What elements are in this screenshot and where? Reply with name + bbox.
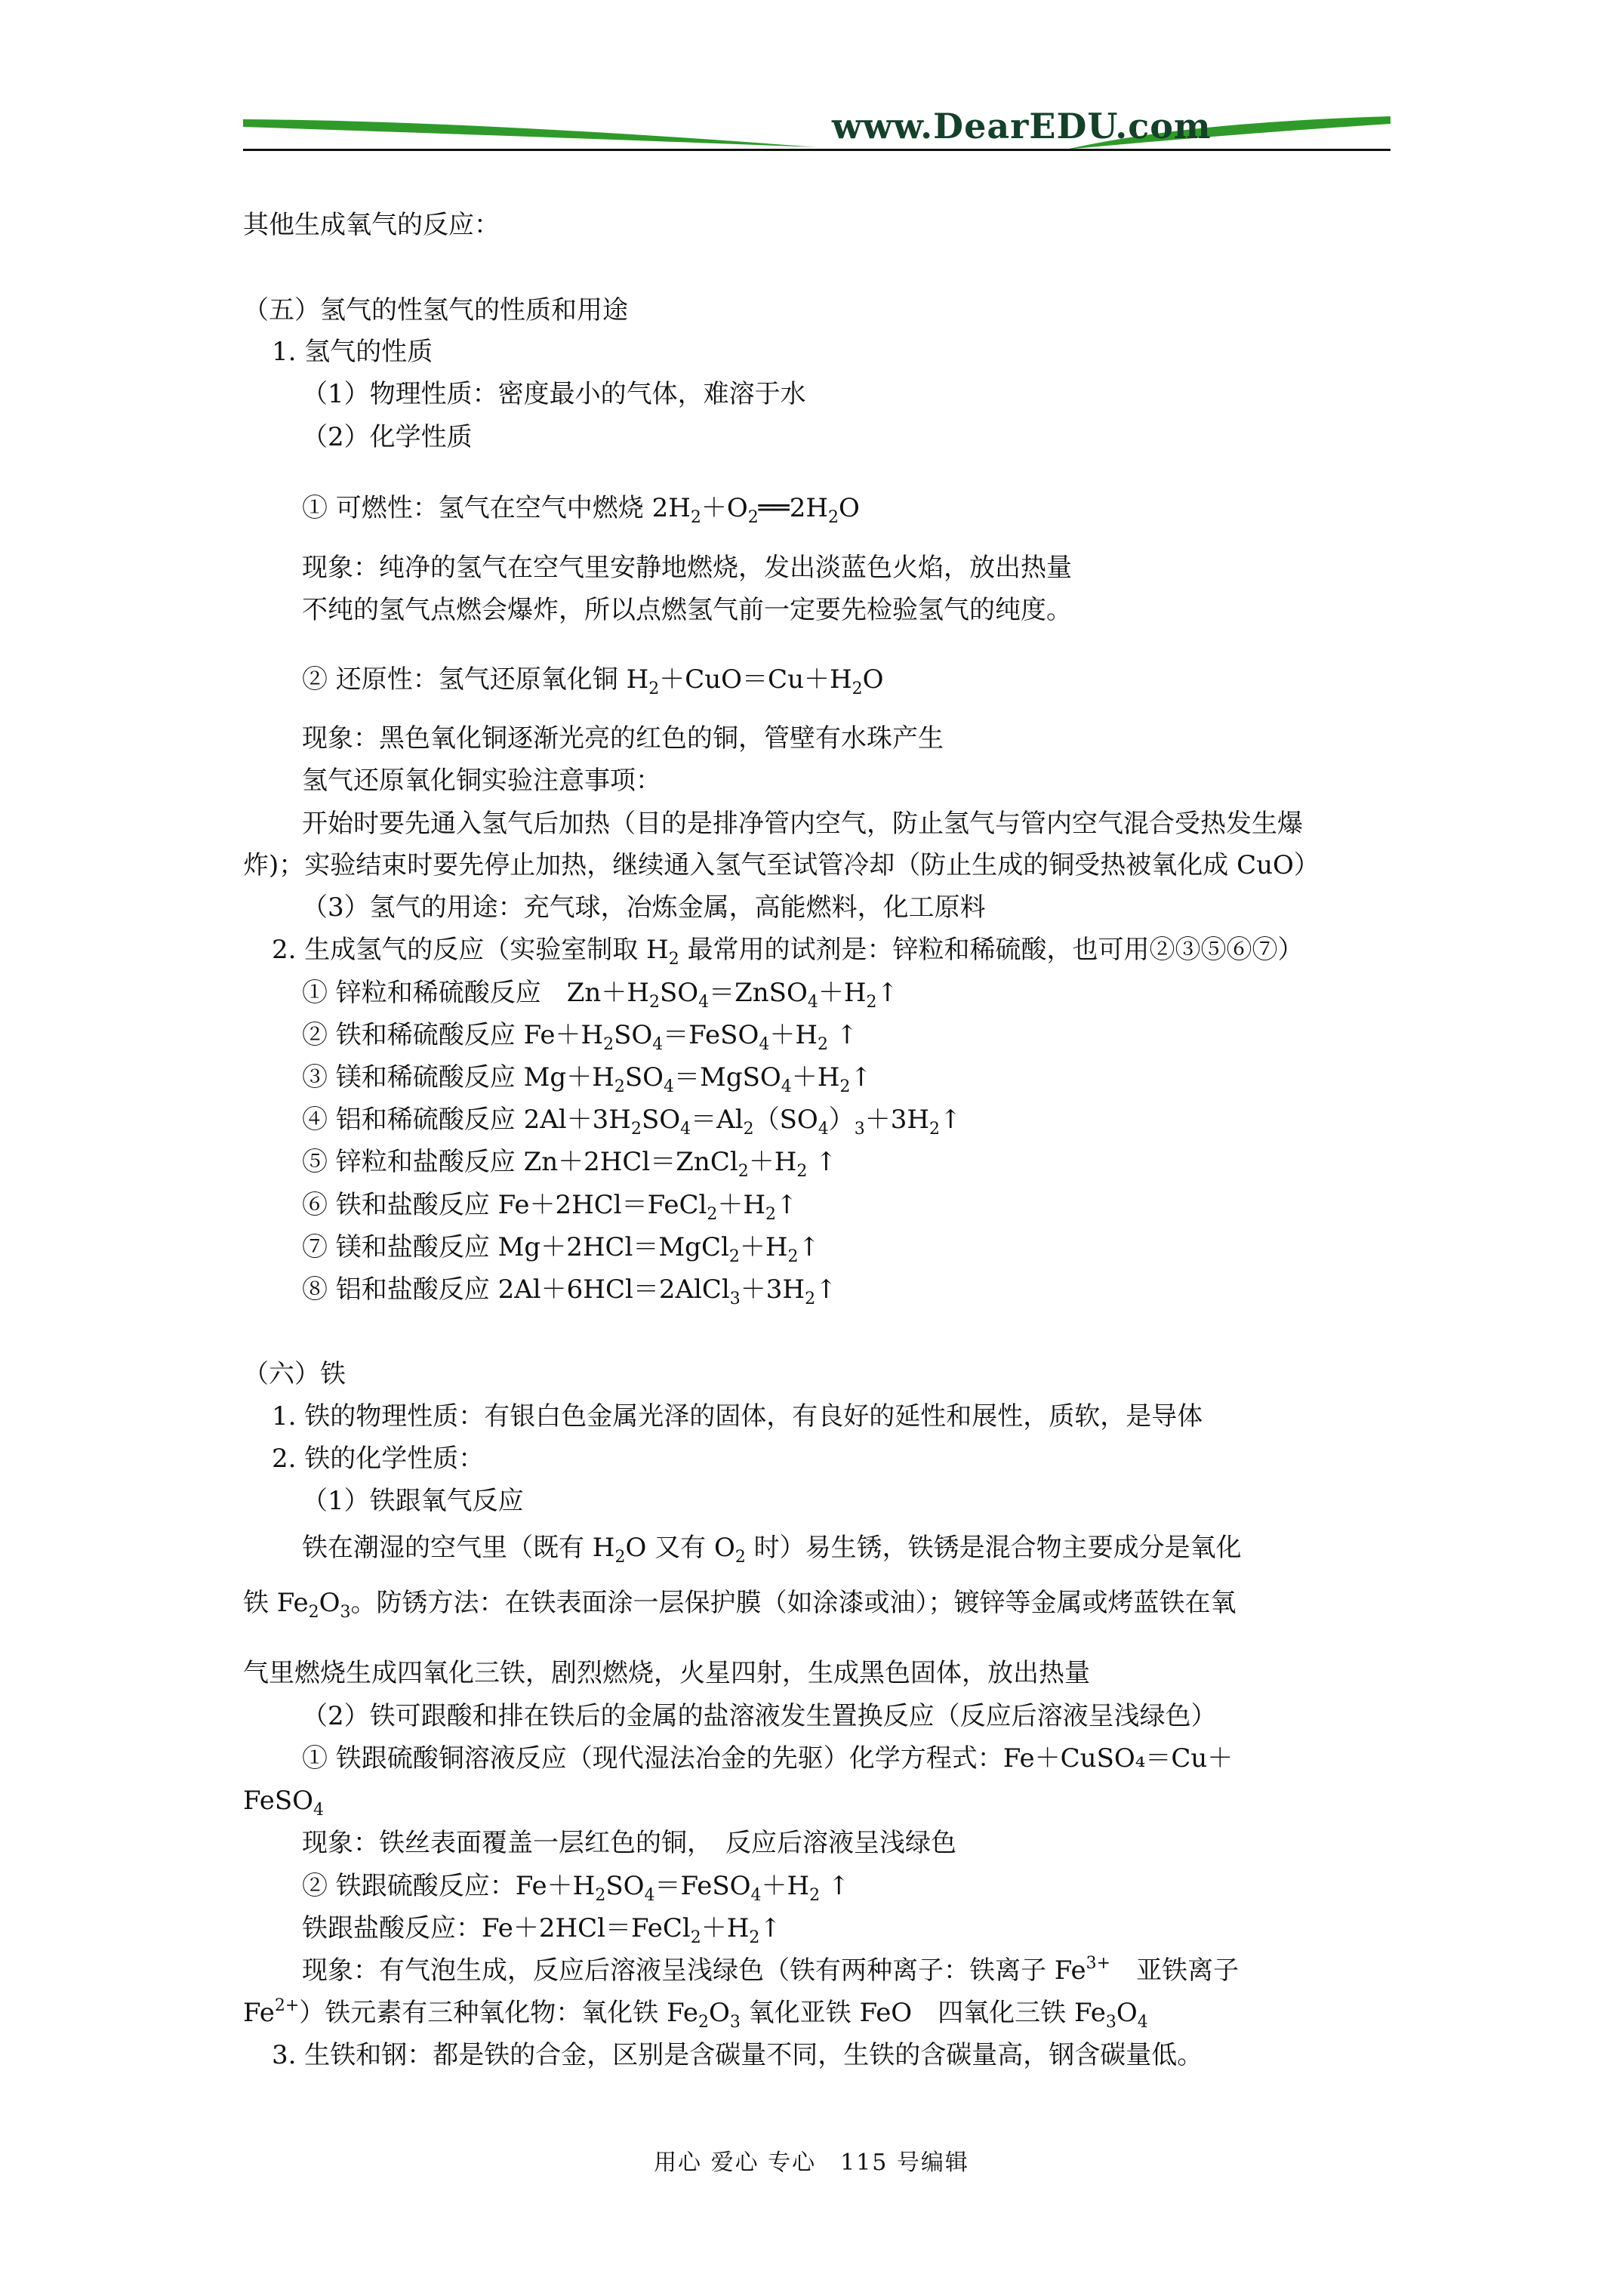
text-line: 现象：纯净的氢气在空气里安静地燃烧，发出淡蓝色火焰，放出热量 xyxy=(302,553,1072,583)
equation-line: 铁跟盐酸反应：$Fe+2HCl=FeCl_2+H_2↑$ xyxy=(302,1913,781,1947)
text-line: （2）化学性质 xyxy=(302,422,473,452)
text-line: $Fe^{2+}$）铁元素有三种氧化物：氧化铁 $Fe_2O_3$ 氧化亚铁 FeO 四氧化三铁 $Fe_3O_4$ xyxy=(243,1996,1148,2032)
equation-line: ④ 铝和稀硫酸反应 $2Al+3H_2SO_4=Al_2(SO_4)_3+3H_2↑$ xyxy=(302,1105,962,1139)
equation-line: ② 铁和稀硫酸反应 $Fe+H_2SO_4=FeSO_4+H_2$ ↑ xyxy=(302,1020,858,1054)
text-line: 3. 生铁和钢：都是铁的合金，区别是含碳量不同，生铁的含碳量高，钢含碳量低。 xyxy=(272,2040,1203,2070)
text-line: 铁 $Fe_2O_3$。防锈方法：在铁表面涂一层保护膜（如涂漆或油）；镀锌等金属或烤蓝铁在氧 xyxy=(243,1588,1236,1622)
text-line: 现象：黑色氧化铜逐渐光亮的红色的铜，管壁有水珠产生 xyxy=(302,723,944,754)
text-line: 其他生成氧气的反应： xyxy=(243,210,500,240)
text-line: （2）铁可跟酸和排在铁后的金属的盐溶液发生置换反应（反应后溶液呈浅绿色） xyxy=(302,1701,1217,1731)
header-rule xyxy=(243,149,1390,151)
section-heading: （五）氢气的性氢气的性质和用途 xyxy=(243,295,628,325)
text-line: 现象：有气泡生成，反应后溶液呈浅绿色（铁有两种离子：铁离子 $Fe^{3+}$ 亚铁离子 xyxy=(302,1954,1240,1986)
page-footer: 用心 爱心 专心 115 号编辑 xyxy=(654,2150,969,2176)
equation-line: ⑥ 铁和盐酸反应 $Fe+2HCl=FeCl_2+H_2↑$ xyxy=(302,1190,798,1224)
equation-line: ② 铁跟硫酸反应：$Fe+H_2SO_4=FeSO_4+H_2$ ↑ xyxy=(302,1871,850,1905)
text-line: 氢气还原氧化铜实验注意事项： xyxy=(302,766,661,796)
text-line: 炸)；实验结束时要先停止加热，继续通入氢气至试管冷却（防止生成的铜受热被氧化成 CuO） xyxy=(243,850,1320,880)
equation-line: ① 可燃性：氢气在空气中燃烧 $2H_2+O_2══2H_2O$ xyxy=(302,493,860,527)
text-line: 开始时要先通入氢气后加热（目的是排净管内空气，防止氢气与管内空气混合受热发生爆 xyxy=(302,809,1303,839)
text-line: （1）铁跟氧气反应 xyxy=(302,1486,524,1516)
equation-line: ⑤ 锌粒和盐酸反应 $Zn+2HCl=ZnCl_2+H_2$ ↑ xyxy=(302,1147,837,1181)
equation-line: ② 还原性：氢气还原氧化铜 $H_2+CuO=Cu+H_2O$ xyxy=(302,664,884,698)
equation-line: ① 锌粒和稀硫酸反应 $Zn+H_2SO_4=ZnSO_4+H_2↑$ xyxy=(302,978,898,1012)
equation-line: ③ 镁和稀硫酸反应 $Mg+H_2SO_4=MgSO_4+H_2↑$ xyxy=(302,1062,872,1096)
equation-line: ⑧ 铝和盐酸反应 $2Al+6HCl=2AlCl_3+3H_2↑$ xyxy=(302,1274,837,1308)
text-line: 不纯的氢气点燃会爆炸，所以点燃氢气前一定要先检验氢气的纯度。 xyxy=(302,595,1072,625)
text-line: （3）氢气的用途：充气球，冶炼金属，高能燃料，化工原料 xyxy=(302,892,986,923)
text-line: （1）物理性质：密度最小的气体，难溶于水 xyxy=(302,379,806,409)
text-line: 1. 氢气的性质 xyxy=(272,337,433,367)
section-heading: （六）铁 xyxy=(243,1359,346,1389)
text-line: 现象：铁丝表面覆盖一层红色的铜， 反应后溶液呈浅绿色 xyxy=(302,1828,956,1858)
text-line: 2. 铁的化学性质： xyxy=(272,1444,485,1474)
text-line: 1. 铁的物理性质：有银白色金属光泽的固体，有良好的延性和展性，质软，是导体 xyxy=(272,1401,1203,1432)
equation-line: ⑦ 镁和盐酸反应 $Mg+2HCl=MgCl_2+H_2↑$ xyxy=(302,1232,820,1266)
site-url[interactable]: www.DearEDU.com xyxy=(832,106,1212,146)
text-line: ① 铁跟硫酸铜溶液反应（现代湿法冶金的先驱）化学方程式：Fe＋CuSO₄＝Cu＋ xyxy=(302,1743,1233,1774)
text-line: FeSO$_4$ xyxy=(243,1786,325,1820)
text-line: 铁在潮湿的空气里（既有 $H_2O$ 又有 $O_2$ 时）易生锈，铁锈是混合物主要成分是氧化 xyxy=(302,1533,1242,1567)
text-line: 2. 生成氢气的反应（实验室制取 $H_2$ 最常用的试剂是：锌粒和稀硫酸，也可用②③⑤⑥⑦） xyxy=(272,935,1304,969)
text-line: 气里燃烧生成四氧化三铁，剧烈燃烧，火星四射，生成黑色固体，放出热量 xyxy=(243,1658,1090,1688)
